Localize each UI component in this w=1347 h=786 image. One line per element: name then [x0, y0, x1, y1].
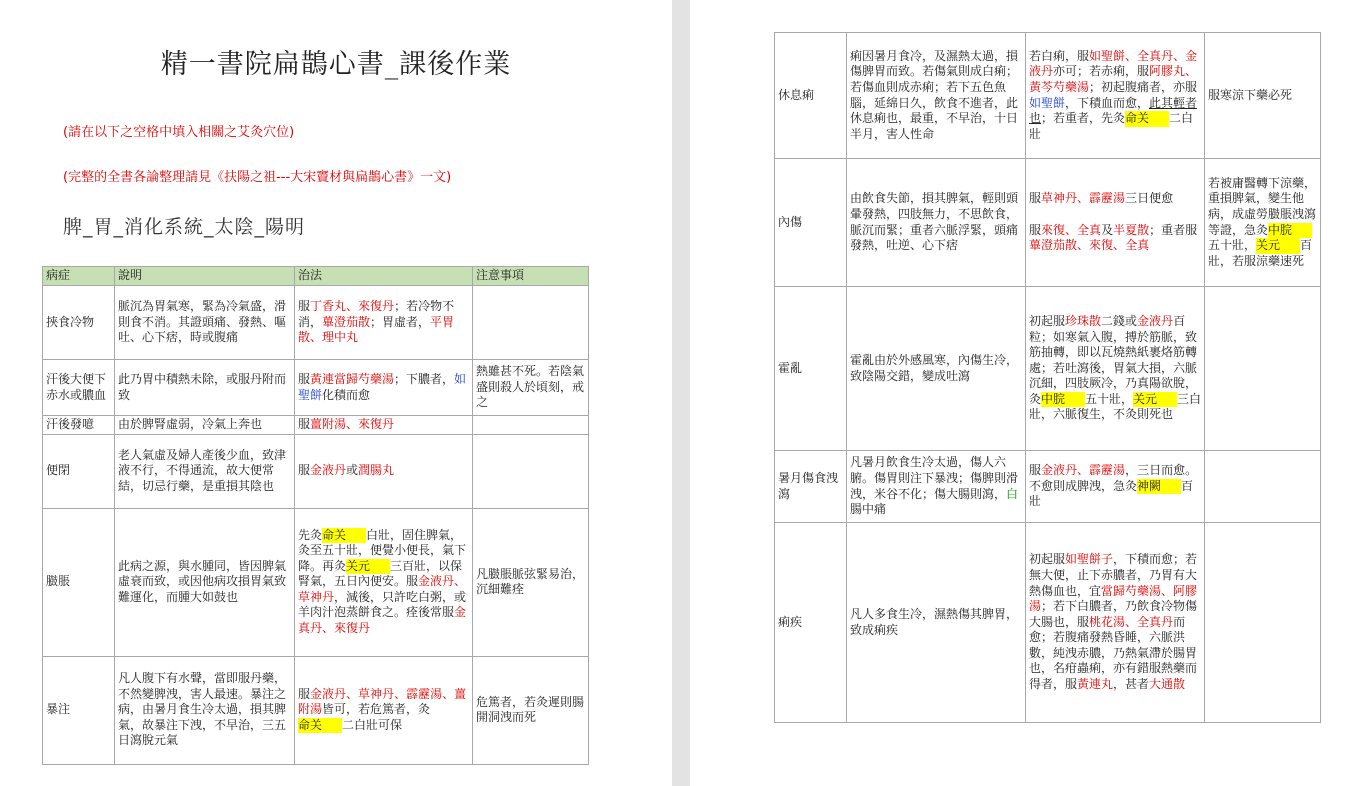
table-row: [43, 360, 589, 416]
treatment-table-right: [774, 32, 1321, 723]
disease-cell: 挾食冷物: [43, 286, 115, 360]
description-cell: 老人氣虛及婦人產後少血，致津液不行，不得通流，故大便常結，切忌行藥，是重損其陰也: [115, 434, 295, 508]
treatment-cell: 服黃連當歸芍藥湯；下膿者，如聖餅化積而愈: [295, 360, 473, 416]
treatment-cell: 先灸命关 白壯，固住脾氣，灸至五十壯，便覺小便長，氣下降。再灸关元 三百壯，以保腎氣，五日內便安。服金液丹、草神丹，減後，只許吃白粥，或羊肉汁泡蒸餅食之。痊後常服金真丹、來復丹: [295, 508, 473, 656]
disease-cell: 休息痢: [775, 33, 847, 159]
table-row: [775, 159, 1321, 287]
header-treatment: 治法: [295, 267, 473, 286]
treatment-cell: 服金液丹、草神丹、霹靂湯、薑附湯皆可，若危篤者，灸命关 二白壯可保: [295, 656, 473, 764]
description-cell: 此病之源，與水腫同，皆因脾氣虛衰而致，或因他病攻損胃氣致難運化，而腫大如鼓也: [115, 508, 295, 656]
notes-cell: [473, 416, 589, 435]
header-notes: 注意事項: [473, 267, 589, 286]
notes-cell: 若被庸醫轉下涼藥，重損脾氣，變生他病，成虛勞臌脹洩瀉等證，急灸中脘五十壯，关元 百壯，若服涼藥速死: [1205, 159, 1321, 287]
acupoint-highlight: 中脘: [1041, 392, 1085, 408]
table-row: [775, 287, 1321, 451]
reference-note: (完整的全書各論整理請見《扶陽之祖---大宋竇材與扁鵲心書》一文): [63, 170, 452, 185]
table-row: [775, 523, 1321, 723]
table-row: [775, 33, 1321, 159]
disease-cell: 暑月傷食洩瀉: [775, 451, 847, 523]
acupoint-highlight: 关元: [1133, 392, 1177, 408]
table-row: [775, 451, 1321, 523]
disease-cell: 臌脹: [43, 508, 115, 656]
disease-cell: 汗後發噫: [43, 416, 115, 435]
table-row: [43, 434, 589, 508]
disease-cell: 汗後大便下赤水或膿血: [43, 360, 115, 416]
notes-cell: [473, 434, 589, 508]
acupoint-highlight: 命关: [1125, 111, 1169, 127]
treatment-cell: 服金液丹、霹靂湯，三日而愈。不愈則成脾洩，急灸神闕 百壯: [1026, 451, 1205, 523]
notes-cell: 危篤者，若灸遲則腸開洞洩而死: [473, 656, 589, 764]
description-cell: 脈沉為胃氣寒，緊為冷氣盛，滑則食不消。其證頭痛、發熱、嘔吐、心下痞，時或腹痛: [115, 286, 295, 360]
page-gutter: [672, 0, 690, 786]
acupoint-highlight: 命关: [298, 718, 342, 734]
notes-cell: [1205, 287, 1321, 451]
notes-cell: [473, 286, 589, 360]
description-cell: 由飲食失節，損其脾氣，輕則頭暈發熱，四肢無力，不思飲食，脈沉而緊；重者六脈浮緊，頭痛發熱，吐逆、心下痞: [847, 159, 1026, 287]
table-row: [43, 286, 589, 360]
acupoint-highlight: 中脘: [1268, 223, 1312, 239]
disease-cell: 暴注: [43, 656, 115, 764]
disease-cell: 內傷: [775, 159, 847, 287]
acupoint-highlight: 关元: [1256, 238, 1300, 254]
header-description: 說明: [115, 267, 295, 286]
treatment-cell: 初起服如聖餅子，下積而愈；若無大便，止下赤膿者，乃胃有大熱傷血也，宜當歸芍藥湯、阿膠湯；若下白膿者，乃飲食冷物傷大腸也，服桃花湯、全真丹而愈；若腹痛發熱昏睡，六脈洪數，純洩赤膿，乃熱氣滯於腸胃也，名疳蟲痢，亦有錯服熱藥而得者，服黃連丸，甚者大通散: [1026, 523, 1205, 723]
table-row: [43, 656, 589, 764]
section-title: 脾_胃_消化系統_太陰_陽明: [63, 216, 306, 238]
disease-cell: 痢疾: [775, 523, 847, 723]
disease-cell: 霍亂: [775, 287, 847, 451]
instruction-note: (請在以下之空格中填入相關之艾灸穴位): [63, 125, 295, 140]
notes-cell: [1205, 523, 1321, 723]
treatment-cell: 服草神丹、霹靂湯三日便愈 服來復、全真及半夏散；重者服蓽澄茄散、來復、全真: [1026, 159, 1205, 287]
description-cell: 由於脾腎虛弱，冷氣上奔也: [115, 416, 295, 435]
notes-cell: 服寒涼下藥必死: [1205, 33, 1321, 159]
treatment-cell: 服金液丹或潤腸丸: [295, 434, 473, 508]
description-cell: 凡人腹下有水聲，當即服丹藥，不然變脾洩，害人最速。暴注之病，由暑月食生冷太過，損其脾氣，故暴注下洩，不早治，三五日瀉脫元氣: [115, 656, 295, 764]
document-page-left: [0, 0, 672, 786]
description-cell: 痢因暑月食冷，及濕熱太過，損傷脾胃而致。若傷氣則成白痢；若傷血則成赤痢；若下五色魚腦，延綿日久，飲食不進者，此休息痢也，最重，不早治，十日半月，害人性命: [847, 33, 1026, 159]
table-header-row: [43, 267, 589, 286]
description-cell: 凡暑月飲食生冷太過，傷人六腑。傷胃則注下暴洩；傷脾則滑洩，米谷不化；傷大腸則瀉，白腸中痛: [847, 451, 1026, 523]
table-row: [43, 416, 589, 435]
description-cell: 凡人多食生冷，濕熱傷其脾胃，致成痢疾: [847, 523, 1026, 723]
document-title: 精一書院扁鵲心書_課後作業: [160, 49, 512, 80]
treatment-cell: 若白痢，服如聖餅、全真丹、金液丹亦可；若赤痢，服阿膠丸、黃芩芍藥湯；初起腹痛者，亦服如聖餅，下積血而愈，此其輕者也；若重者，先灸命关 二白壯: [1026, 33, 1205, 159]
treatment-table-left: [42, 266, 589, 765]
acupoint-highlight: 神闕: [1137, 479, 1181, 495]
treatment-cell: 初起服珍珠散二錢或金液丹百粒；如寒氣入腹，搏於筋脈，致筋抽轉，即以瓦燒熱紙裹烙筋轉處；若吐瀉後，胃氣大損，六脈沉細，四肢厥冷，乃真陽欲脫，灸中脘 五十壯，关元 三白壯，六脈復生，不灸則死也: [1026, 287, 1205, 451]
acupoint-highlight: 命关: [322, 528, 366, 544]
acupoint-highlight: 关元: [346, 559, 390, 575]
notes-cell: [1205, 451, 1321, 523]
notes-cell: 凡臌脹脈弦緊易治，沉細難痊: [473, 508, 589, 656]
table-row: [43, 508, 589, 656]
treatment-cell: 服丁香丸、來復丹；若冷物不消，蓽澄茄散；胃虛者，平胃散、理中丸: [295, 286, 473, 360]
notes-cell: 熱雖甚不死。若陰氣盛則殺人於頃刻，戒之: [473, 360, 589, 416]
header-disease: 病症: [43, 267, 115, 286]
description-cell: 此乃胃中積熱未除，或服丹附而致: [115, 360, 295, 416]
disease-cell: 便閉: [43, 434, 115, 508]
description-cell: 霍亂由於外感風寒，內傷生冷，致陰陽交錯，變成吐瀉: [847, 287, 1026, 451]
treatment-cell: 服薑附湯、來復丹: [295, 416, 473, 435]
